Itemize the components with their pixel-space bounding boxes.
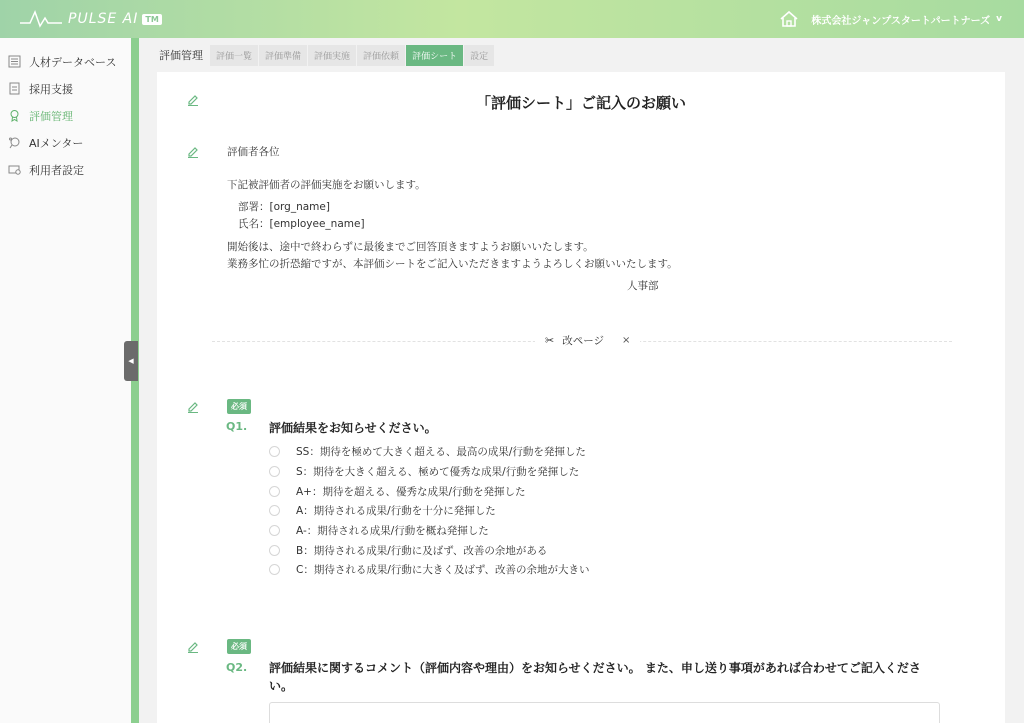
mentor-icon	[8, 136, 21, 149]
option-label: S：期待を大きく超える、極めて優秀な成果/行動を発揮した	[296, 466, 580, 478]
chevron-down-icon: v	[996, 14, 1002, 24]
radio-button[interactable]	[269, 446, 280, 457]
evaluation-sheet-card	[157, 72, 1005, 723]
radio-button[interactable]	[269, 525, 280, 536]
database-icon	[8, 55, 21, 68]
sidebar-item-user-settings[interactable]	[0, 156, 131, 183]
option-label: SS：期待を極めて大きく超える、最高の成果/行動を発揮した	[296, 446, 586, 458]
logo[interactable]	[20, 9, 162, 29]
radio-button[interactable]	[269, 564, 280, 575]
employee-line: 氏名：[employee_name]	[238, 218, 365, 230]
comment-textarea[interactable]	[269, 702, 940, 723]
question-text-line2: い。	[269, 679, 294, 693]
tab-settings[interactable]: 設定	[464, 45, 494, 66]
question-text: 評価結果をお知らせください。	[269, 421, 437, 435]
option-label: A+：期待を超える、優秀な成果/行動を発揮した	[296, 486, 526, 498]
courtesy-text: 業務多忙の折恐縮ですが、本評価シートをご記入いただきますようよろしくお願いいたします。	[227, 258, 678, 270]
sidebar-item-database[interactable]	[0, 48, 131, 75]
close-icon[interactable]: ×	[622, 335, 631, 346]
home-icon[interactable]	[779, 10, 799, 28]
radio-option-a-plus[interactable]	[269, 484, 526, 499]
tab-evaluation-sheet[interactable]: 評価シート	[406, 45, 463, 66]
radio-option-s[interactable]	[269, 464, 579, 479]
option-label: A-：期待される成果/行動を概ね発揮した	[296, 525, 489, 537]
app-header	[0, 0, 1024, 38]
logo-text: PULSE AI	[68, 11, 139, 27]
scissors-icon: ✂	[545, 334, 555, 347]
request-text: 下記被評価者の評価実施をお願いします。	[227, 179, 426, 191]
sidebar-item-recruiting[interactable]	[0, 75, 131, 102]
pulse-logo-icon	[20, 9, 62, 29]
sidebar-item-evaluation[interactable]	[0, 102, 131, 129]
radio-button[interactable]	[269, 466, 280, 477]
breadcrumb: 評価管理	[159, 49, 203, 62]
page-break-label: 改ページ	[562, 335, 605, 347]
sidebar	[0, 38, 131, 723]
settings-icon	[8, 163, 21, 176]
tab-evaluation-run[interactable]: 評価実施	[308, 45, 356, 66]
badge-icon	[8, 109, 21, 122]
radio-option-b[interactable]	[269, 543, 547, 558]
edit-q1-icon[interactable]	[186, 398, 200, 412]
radio-button[interactable]	[269, 486, 280, 497]
radio-option-a[interactable]	[269, 503, 496, 518]
company-switcher[interactable]	[779, 0, 1002, 38]
edit-message-icon[interactable]	[186, 143, 200, 157]
tab-bar	[139, 38, 1024, 72]
signature-text: 人事部	[627, 280, 659, 292]
radio-button[interactable]	[269, 505, 280, 516]
question-text-line1: 評価結果に関するコメント（評価内容や理由）をお知らせください。 また、申し送り事項があれば合わせてご記入くださ	[269, 661, 921, 675]
sidebar-item-label: 評価管理	[29, 109, 73, 123]
sidebar-collapse-handle[interactable]: ◀	[124, 341, 138, 381]
org-line: 部署：[org_name]	[238, 201, 330, 213]
tab-evaluation-list[interactable]: 評価一覧	[210, 45, 258, 66]
company-name: 株式会社ジャンプスタートパートナーズ	[811, 15, 991, 27]
edit-q2-icon[interactable]	[186, 638, 200, 652]
option-label: C：期待される成果/行動に大きく及ばず、改善の余地が大きい	[296, 564, 590, 576]
radio-option-c[interactable]	[269, 562, 590, 577]
option-label: A：期待される成果/行動を十分に発揮した	[296, 505, 496, 517]
sidebar-item-label: 採用支援	[29, 82, 73, 96]
required-badge: 必須	[227, 399, 251, 414]
question-number: Q1.	[226, 420, 248, 433]
radio-option-ss[interactable]	[269, 444, 586, 459]
instruction-text: 開始後は、途中で終わらずに最後までご回答頂きますようお願いいたします。	[227, 241, 594, 253]
scrollbar-track[interactable]	[1005, 72, 1024, 723]
page-title: 「評価シート」ご記入のお願い	[475, 94, 686, 112]
document-icon	[8, 82, 21, 95]
question-number: Q2.	[226, 661, 248, 674]
option-label: B：期待される成果/行動に及ばず、改善の余地がある	[296, 545, 548, 557]
radio-option-a-minus[interactable]	[269, 523, 489, 538]
tab-evaluation-prep[interactable]: 評価準備	[259, 45, 307, 66]
sidebar-item-label: 人材データベース	[29, 55, 117, 69]
page-break	[535, 333, 640, 348]
sidebar-item-label: 利用者設定	[29, 163, 84, 177]
radio-button[interactable]	[269, 545, 280, 556]
required-badge: 必須	[227, 639, 251, 654]
tab-evaluation-request[interactable]: 評価依頼	[357, 45, 405, 66]
greeting-text: 評価者各位	[227, 146, 280, 158]
logo-tm-badge: TM	[142, 14, 161, 25]
sidebar-item-label: AIメンター	[29, 136, 84, 150]
sidebar-item-ai-mentor[interactable]	[0, 129, 131, 156]
